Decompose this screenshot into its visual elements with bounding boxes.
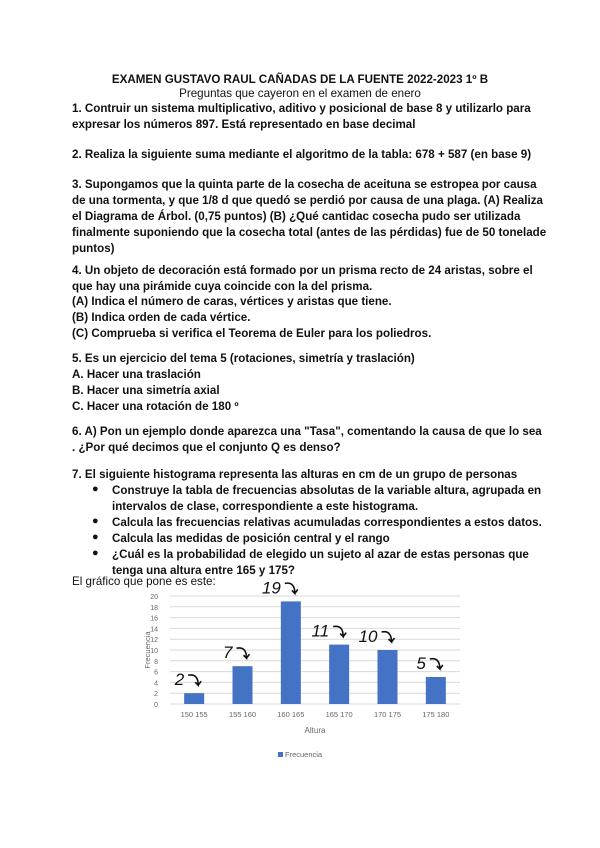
bullet-line: tenga una altura entre 165 y 175? xyxy=(112,564,295,577)
handwritten-label: 2 xyxy=(174,670,185,690)
bullet-line: ¿Cuál es la probabilidad de elegido un sujeto al azar de estas personas que xyxy=(112,548,529,561)
q3-line: finalmente suponiendo que la cosecha total (antes de las pérdidas) fue de 50 tonelade xyxy=(72,226,547,239)
handwritten-label: 19 xyxy=(261,578,281,598)
bullet-line: Calcula las frecuencias relativas acumuladas correspondientes a estos datos. xyxy=(112,516,542,529)
q5-line: 5. Es un ejercicio del tema 5 (rotaciones, simetría y traslación) xyxy=(72,352,415,365)
q4-line: que hay una pirámide cuya coincide con la del prisma. xyxy=(72,280,373,293)
q1-line: expresar los números 897. Está representado en base decimal xyxy=(72,118,416,131)
arrow-icon xyxy=(430,659,443,669)
y-tick-label: 16 xyxy=(150,615,158,623)
arrow-icon xyxy=(382,632,395,642)
q6-line: . ¿Por qué decimos que el conjunto Q es denso? xyxy=(72,441,341,454)
legend-label: Frecuencia xyxy=(285,750,323,759)
bar xyxy=(184,693,204,704)
handwritten-label: 10 xyxy=(358,627,378,646)
legend-swatch xyxy=(278,752,283,757)
exam-title: EXAMEN GUSTAVO RAUL CAÑADAS DE LA FUENTE 2022-2023 1º B xyxy=(111,73,489,86)
q3-line: puntos) xyxy=(72,242,115,255)
y-tick-label: 10 xyxy=(150,648,158,655)
q4-line: (A) Indica el número de caras, vértices y aristas que tiene. xyxy=(72,295,392,308)
q1-line: 1. Contruir un sistema multiplicativo, aditivo y posicional de base 8 y utilizarlo para xyxy=(72,102,531,115)
y-tick-label: 18 xyxy=(150,604,158,612)
bar xyxy=(378,650,398,704)
q4-line: (B) Indica orden de cada vértice. xyxy=(72,311,251,324)
bullet-line: Calcula las medidas de posición central y el rango xyxy=(112,532,390,545)
x-tick-label: 175 180 xyxy=(422,710,450,719)
q4-line: (C) Comprueba si verifica el Teorema de Euler para los poliedros. xyxy=(72,327,432,340)
y-tick-label: 4 xyxy=(154,680,158,688)
arrow-icon xyxy=(237,648,250,658)
x-tick-label: 165 170 xyxy=(325,710,353,719)
q3-line: 3. Supongamos que la quinta parte de la cosecha de aceituna se estropea por causa xyxy=(72,178,537,191)
bullet-line: Construye la tabla de frecuencias absolutas de la variable altura, agrupada en xyxy=(112,484,542,497)
q3-line: el Diagrama de Árbol. (0,75 puntos) (B) ¿Qué cantidac cosecha pudo ser utilizada xyxy=(72,210,521,223)
exam-subtitle: Preguntas que cayeron en el examen de enero xyxy=(179,87,421,100)
bar xyxy=(426,677,446,704)
arrow-icon xyxy=(188,675,201,685)
x-axis-label: Altura xyxy=(304,726,326,735)
y-tick-label: 8 xyxy=(154,658,158,666)
y-tick-label: 0 xyxy=(154,702,158,709)
q7-line: 7. El siguiente histograma representa las alturas en cm de un grupo de personas xyxy=(72,468,518,481)
arrow-icon xyxy=(333,626,346,636)
bullet-icon: ● xyxy=(92,515,99,527)
bullet-icon: ● xyxy=(92,531,99,543)
y-tick-label: 14 xyxy=(150,626,158,634)
arrow-icon xyxy=(285,583,298,593)
q5-line: A. Hacer una traslación xyxy=(72,368,201,381)
bullet-icon: ● xyxy=(92,483,99,495)
q2-line: 2. Realiza la siguiente suma mediante el algoritmo de la tabla: 678 + 587 (en base 9) xyxy=(72,148,532,161)
y-tick-label: 20 xyxy=(150,594,158,601)
bar xyxy=(329,645,349,704)
q5-line: B. Hacer una simetría axial xyxy=(72,384,220,397)
x-tick-label: 160 165 xyxy=(277,710,305,719)
handwritten-label: 7 xyxy=(223,643,233,663)
bar xyxy=(233,666,253,704)
y-axis-label: Frecuencia xyxy=(143,631,152,669)
bullet-line: intervalos de clase, correspondiente a este histograma. xyxy=(112,500,419,513)
y-tick-label: 6 xyxy=(154,669,158,677)
q6-line: 6. A) Pon un ejemplo donde aparezca una "Tasa", comentando la causa de que lo sea xyxy=(72,425,542,438)
q4-line: 4. Un objeto de decoración está formado por un prisma recto de 24 aristas, sobre el xyxy=(72,264,533,277)
bar xyxy=(281,601,301,704)
handwritten-label: 11 xyxy=(311,621,330,641)
x-tick-label: 170 175 xyxy=(373,710,402,719)
q5-line: C. Hacer una rotación de 180 º xyxy=(72,400,239,413)
graph-intro: El gráfico que pone es este: xyxy=(72,575,216,588)
bullet-icon: ● xyxy=(92,547,99,559)
y-tick-label: 2 xyxy=(154,691,158,699)
y-tick-label: 12 xyxy=(150,637,158,645)
q3-line: de una tormenta, y que 1/8 d que quedó se perdió por causa de una plaga. (A) Realiza xyxy=(72,194,543,207)
x-tick-label: 150 155 xyxy=(180,710,208,719)
handwritten-label: 5 xyxy=(416,654,426,673)
x-tick-label: 155 160 xyxy=(228,710,257,719)
